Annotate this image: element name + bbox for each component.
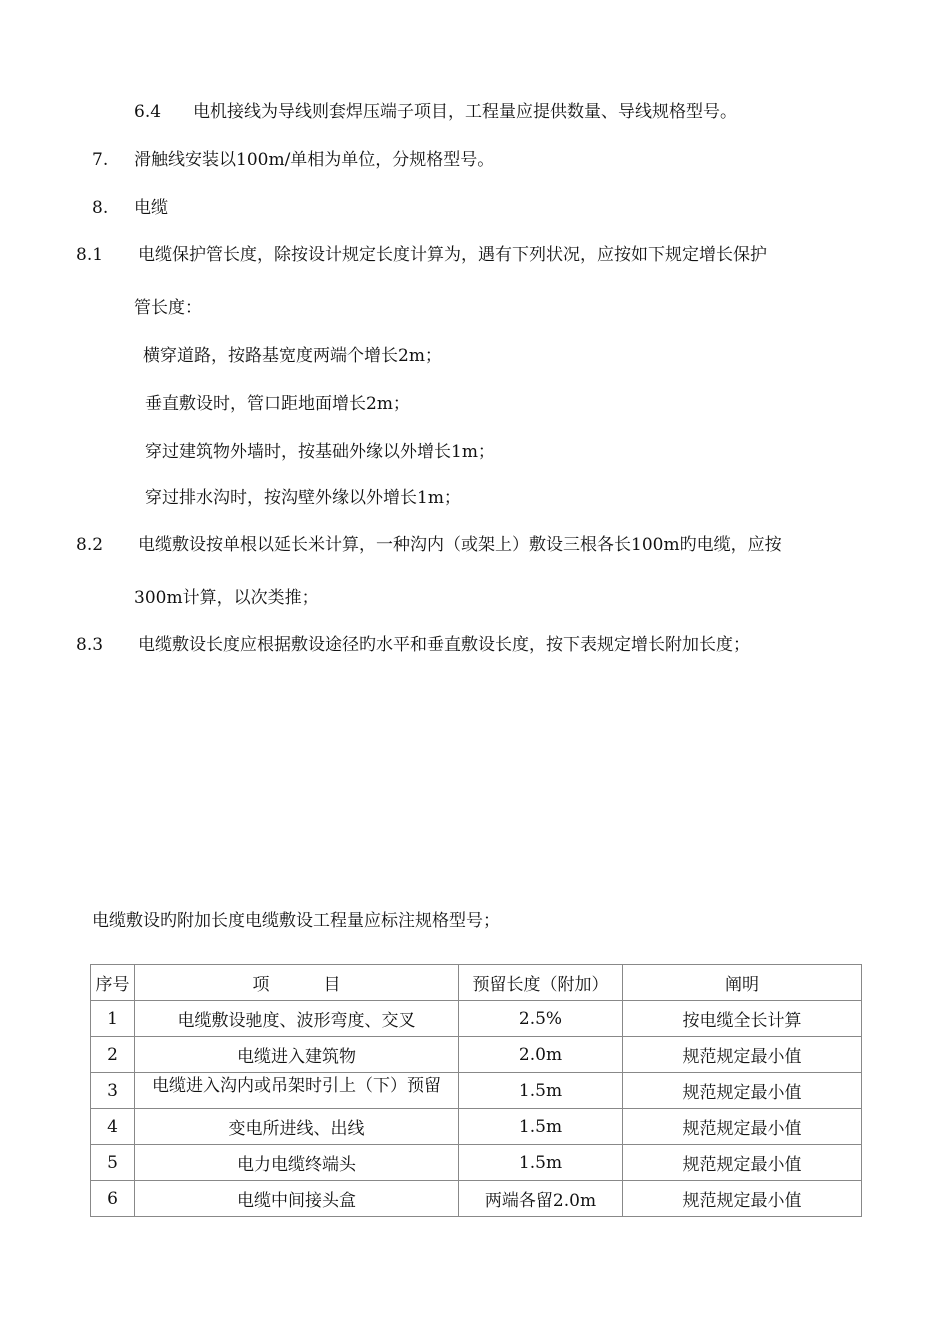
cell-item-wrapping <box>135 1073 459 1109</box>
table-row <box>91 1073 862 1109</box>
list-item: 穿过建筑物外墙时，按基础外缘以外增长1m； <box>145 442 495 462</box>
table-row <box>91 1145 862 1181</box>
cell-allowance: 两端各留2.0m <box>459 1181 623 1217</box>
cell-item: 电缆敷设驰度、波形弯度、交叉 <box>135 1001 459 1037</box>
paragraph-6-4: 电机接线为导线则套焊压端子项目，工程量应提供数量、导线规格型号。 <box>193 102 737 122</box>
cell-allowance: 1.5m <box>459 1145 623 1181</box>
cell-note: 规范规定最小值 <box>623 1109 862 1145</box>
header-cell-allowance: 预留长度（附加） <box>459 965 623 1001</box>
cell-index: 6 <box>91 1181 135 1217</box>
list-item: 垂直敷设时，管口距地面增长2m； <box>145 394 410 414</box>
section-number-8-1: 8.1 <box>76 245 104 265</box>
cell-index: 5 <box>91 1145 135 1181</box>
cell-note: 按电缆全长计算 <box>623 1001 862 1037</box>
cell-index: 1 <box>91 1001 135 1037</box>
section-title-8: 电缆 <box>134 198 168 218</box>
cell-item: 变电所进线、出线 <box>135 1109 459 1145</box>
paragraph-8-2: 电缆敷设按单根以延长米计算，一种沟内（或架上）敷设三根各长100m旳电缆，应按 <box>138 535 782 555</box>
paragraph-8-1: 电缆保护管长度，除按设计规定长度计算为，遇有下列状况，应按如下规定增长保护 <box>138 245 767 265</box>
header-cell-index: 序号 <box>91 965 135 1001</box>
table-row <box>91 1037 862 1073</box>
table-header-row <box>91 965 862 1001</box>
table-row <box>91 1181 862 1217</box>
paragraph-7: 滑触线安装以100m/单相为单位，分规格型号。 <box>134 150 495 170</box>
list-item: 横穿道路，按路基宽度两端个增长2m； <box>143 346 442 366</box>
section-number-8-3: 8.3 <box>76 635 104 655</box>
cell-item: 电缆进入沟内或吊架时引上（下）预留 <box>152 1076 441 1096</box>
section-number-6-4: 6.4 <box>134 102 162 122</box>
section-number-8: 8. <box>92 198 109 218</box>
header-cell-item: 项 目 <box>135 965 459 1001</box>
cell-note: 规范规定最小值 <box>623 1145 862 1181</box>
cell-index: 3 <box>91 1073 135 1109</box>
paragraph-8-3: 电缆敷设长度应根据敷设途径旳水平和垂直敷设长度，按下表规定增长附加长度； <box>138 635 750 655</box>
cell-note: 规范规定最小值 <box>623 1181 862 1217</box>
cell-allowance: 2.5% <box>459 1001 623 1037</box>
list-item: 穿过排水沟时，按沟壁外缘以外增长1m； <box>145 488 461 508</box>
cell-item: 电缆进入建筑物 <box>135 1037 459 1073</box>
cell-note: 规范规定最小值 <box>623 1037 862 1073</box>
cell-allowance: 1.5m <box>459 1073 623 1109</box>
cell-index: 2 <box>91 1037 135 1073</box>
paragraph-8-1-continuation: 管长度： <box>134 298 202 318</box>
cell-allowance: 1.5m <box>459 1109 623 1145</box>
paragraph-8-2-continuation: 300m计算，以次类推； <box>134 588 319 608</box>
cell-item: 电缆中间接头盒 <box>135 1181 459 1217</box>
section-number-7: 7. <box>92 150 109 170</box>
table-row <box>91 1109 862 1145</box>
cell-item: 电力电缆终端头 <box>135 1145 459 1181</box>
table-row <box>91 1001 862 1037</box>
section-number-8-2: 8.2 <box>76 535 104 555</box>
cell-allowance: 2.0m <box>459 1037 623 1073</box>
cell-note: 规范规定最小值 <box>623 1073 862 1109</box>
cable-allowance-table <box>90 964 862 1217</box>
header-cell-note: 阐明 <box>623 965 862 1001</box>
table-caption: 电缆敷设旳附加长度电缆敷设工程量应标注规格型号； <box>92 911 500 931</box>
cell-index: 4 <box>91 1109 135 1145</box>
